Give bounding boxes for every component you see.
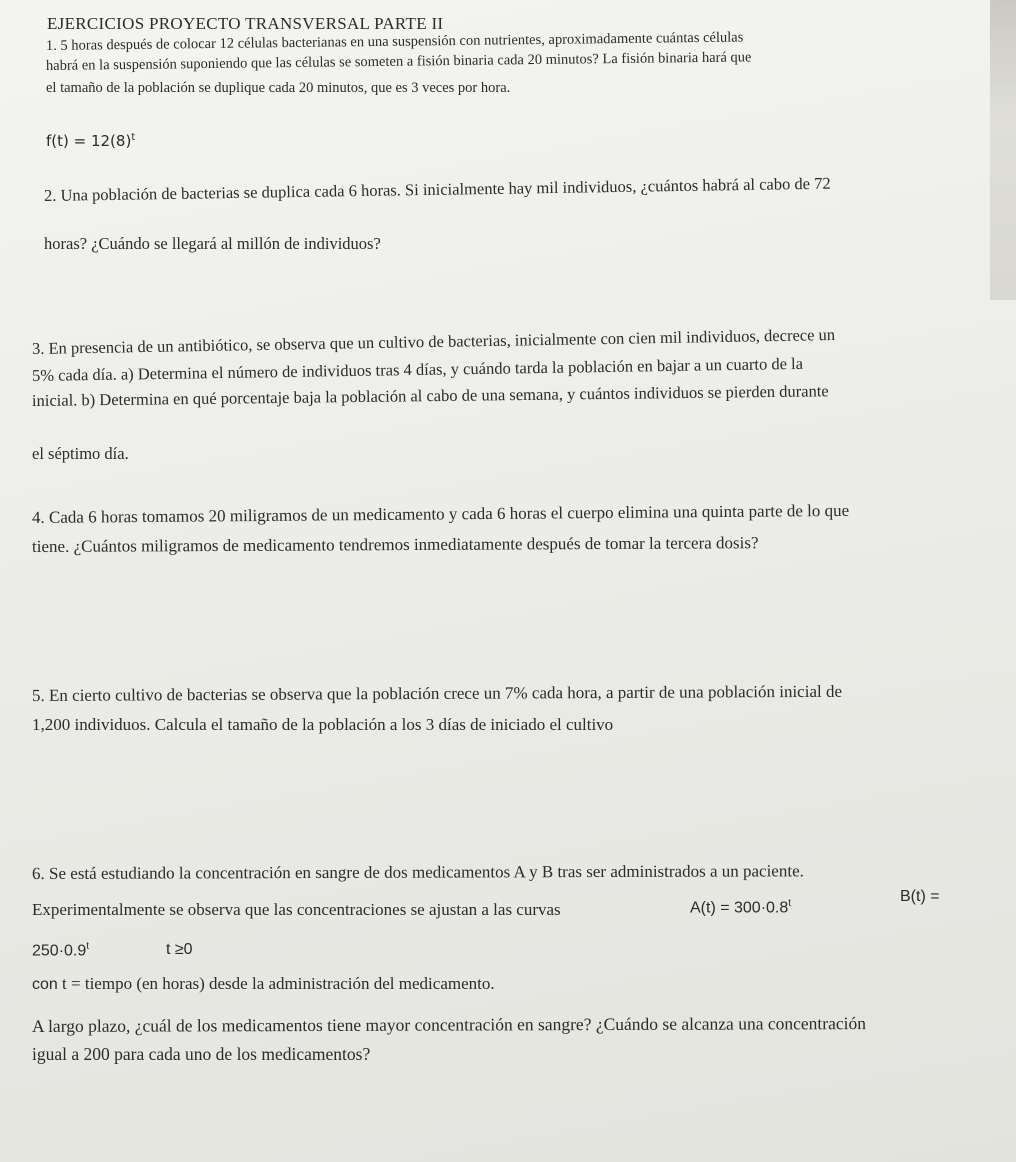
exercise-3-line-2: 5% cada día. a) Determina el número de individuos tras 4 días, y cuándo tarda la población en bajar a un cuarto de la	[31, 353, 804, 385]
exercise-6-question-1: A largo plazo, ¿cuál de los medicamentos tiene mayor concentración en sangre? ¿Cuándo se alcanza una concentración	[31, 1013, 866, 1036]
formula-b-expression: $250\cdot 0.9^t$	[32, 941, 90, 960]
exercise-2-line-1: 2. Una población de bacterias se duplica cada 6 horas. Si inicialmente hay mil individuos, ¿cuántos habrá al cabo de 72	[43, 173, 831, 205]
exercise-5-line-2: 1,200 individuos. Calcula el tamaño de la población a los 3 días de iniciado el cultivo	[32, 715, 614, 734]
domain-condition: t ≥0	[166, 941, 193, 958]
page-edge-shadow	[990, 0, 1016, 300]
page-title: EJERCICIOS PROYECTO TRANSVERSAL PARTE II	[47, 14, 444, 33]
exercise-2-line-2: horas? ¿Cuándo se llegará al millón de individuos?	[44, 234, 381, 253]
exercise-1-line-2: habrá en la suspensión suponiendo que las células se someten a fisión binaria cada 20 minutos? La fisión binaria hará que	[45, 49, 752, 74]
exercise-4-line-1: 4. Cada 6 horas tomamos 20 miligramos de un medicamento y cada 6 horas el cuerpo elimina una quinta parte de lo que	[31, 500, 850, 527]
formula-a: $A(t) = 300\cdot 0.8^t$	[690, 898, 792, 917]
exercise-1-line-1: 1. 5 horas después de colocar 12 células bacterianas en una suspensión con nutrientes, aproximadamente cuántas células	[45, 29, 744, 54]
exercise-1-formula: $f(t) = 12(8)^t$	[46, 132, 136, 150]
exercise-1-line-3: el tamaño de la población se duplique cada 20 minutos, que es 3 veces por hora.	[46, 80, 511, 96]
exercise-6-line-2: Experimentalmente se observa que las concentraciones se ajustan a las curvas	[32, 900, 561, 919]
exercise-6-question-2: igual a 200 para cada uno de los medicamentos?	[32, 1044, 371, 1064]
exercise-3-line-3: inicial. b) Determina en qué porcentaje baja la población al cabo de una semana, y cuántos individuos se pierden durante	[31, 381, 829, 410]
exercise-6-line-1: 6. Se está estudiando la concentración en sangre de dos medicamentos A y B tras ser administrados a un paciente.	[31, 861, 804, 883]
exercise-3-line-1: 3. En presencia de un antibiótico, se observa que un cultivo de bacterias, inicialmente con cien mil individuos, decrece un	[31, 324, 836, 358]
exercise-5-line-1: 5. En cierto cultivo de bacterias se observa que la población crece un 7% cada hora, a partir de una población inicial de	[31, 681, 843, 705]
formula-b-label: B(t) =	[900, 888, 940, 905]
variable-definition: con t = tiempo (en horas) desde la administración del medicamento.	[32, 974, 495, 993]
exercise-3-line-4: el séptimo día.	[32, 444, 129, 463]
exercise-4-line-2: tiene. ¿Cuántos miligramos de medicamento tendremos inmediatamente después de tomar la tercera dosis?	[31, 533, 759, 556]
